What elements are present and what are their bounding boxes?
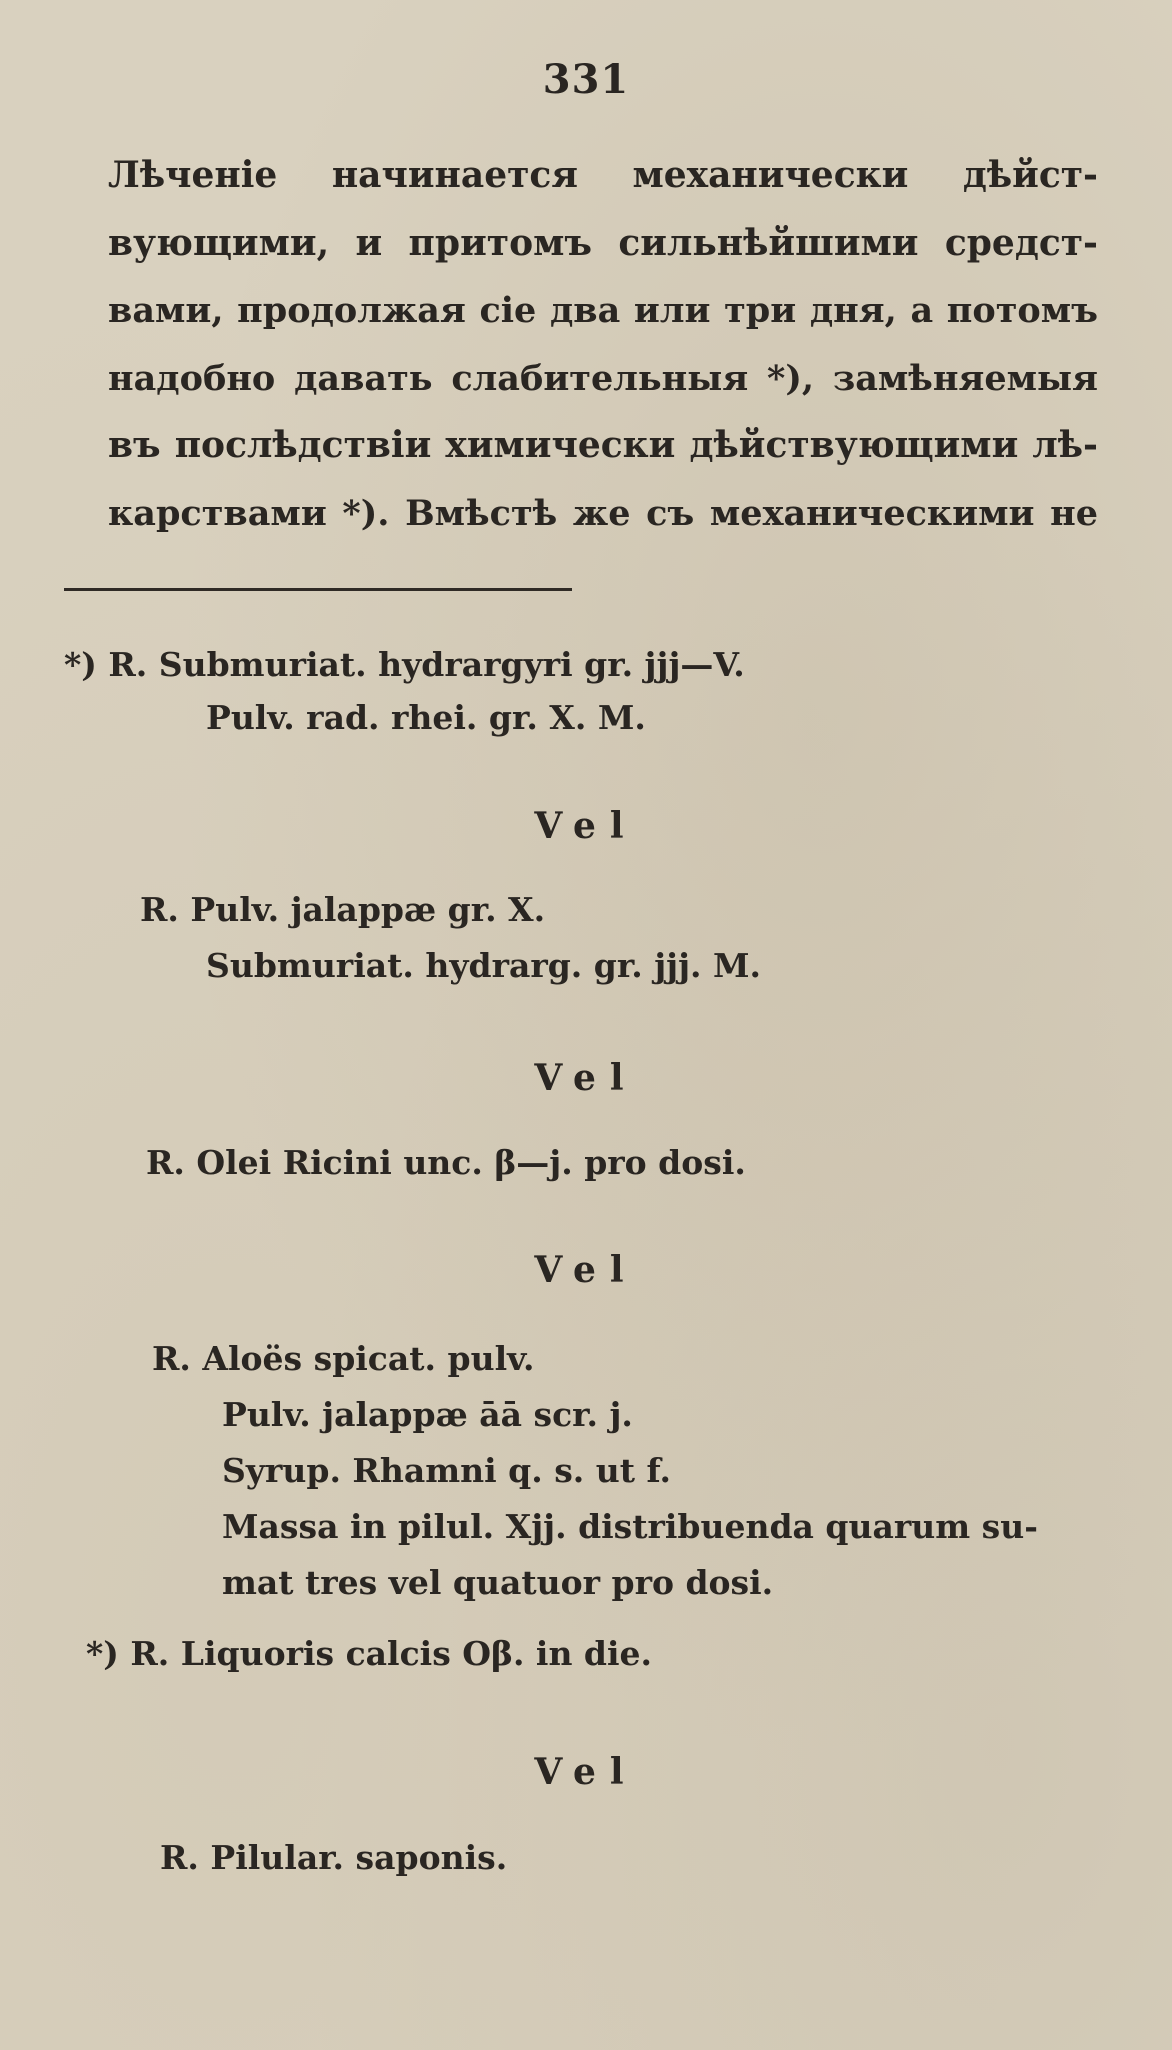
footnote-prescription-line: Massa in pilul. Xjj. distribuenda quarum su- bbox=[222, 1507, 1038, 1546]
footnote-prescription-line: Pulv. rad. rhei. gr. X. M. bbox=[206, 698, 646, 737]
paragraph-line: надобно давать слабительныя *), замѣняемыя bbox=[108, 357, 1098, 399]
paragraph-line: Лѣченіе начинается механически дѣйст- bbox=[108, 154, 1098, 196]
footnote-prescription-line: R. Pulv. jalappæ gr. X. bbox=[140, 890, 546, 929]
footnote-separator bbox=[64, 588, 572, 591]
footnote-prescription-line: Pulv. jalappæ āā scr. j. bbox=[222, 1395, 633, 1434]
main-paragraph bbox=[108, 142, 1098, 547]
vel-separator: Vel bbox=[534, 1249, 638, 1291]
footnote-prescription-line: R. Pilular. saponis. bbox=[160, 1838, 508, 1877]
footnote-prescription-line: Syrup. Rhamni q. s. ut f. bbox=[222, 1451, 672, 1490]
footnote-prescription-line: R. Aloës spicat. pulv. bbox=[152, 1339, 535, 1378]
footnote-prescription-line: *) R. Submuriat. hydrargyri gr. jjj—V. bbox=[64, 645, 745, 684]
vel-separator: Vel bbox=[534, 1057, 638, 1099]
footnote-prescription-line: mat tres vel quatuor pro dosi. bbox=[222, 1563, 774, 1602]
paragraph-line: въ послѣдствіи химически дѣйствующими лѣ- bbox=[108, 424, 1098, 466]
footnote-prescription-line: Submuriat. hydrarg. gr. jjj. M. bbox=[206, 946, 762, 985]
paragraph-line: вами, продолжая сіе два или три дня, а потомъ bbox=[108, 290, 1098, 331]
paragraph-line: карствами *). Вмѣстѣ же съ механическими не bbox=[108, 492, 1098, 534]
paragraph-line: вующими, и притомъ сильнѣйшими средст- bbox=[108, 221, 1098, 264]
footnote-prescription-line: R. Olei Ricini unc. β—j. pro dosi. bbox=[146, 1143, 746, 1182]
footnote-prescription-line: *) R. Liquoris calcis Oβ. in die. bbox=[86, 1634, 653, 1673]
vel-separator: Vel bbox=[534, 805, 638, 847]
vel-separator: Vel bbox=[534, 1751, 638, 1793]
page-number: 331 bbox=[542, 56, 630, 103]
